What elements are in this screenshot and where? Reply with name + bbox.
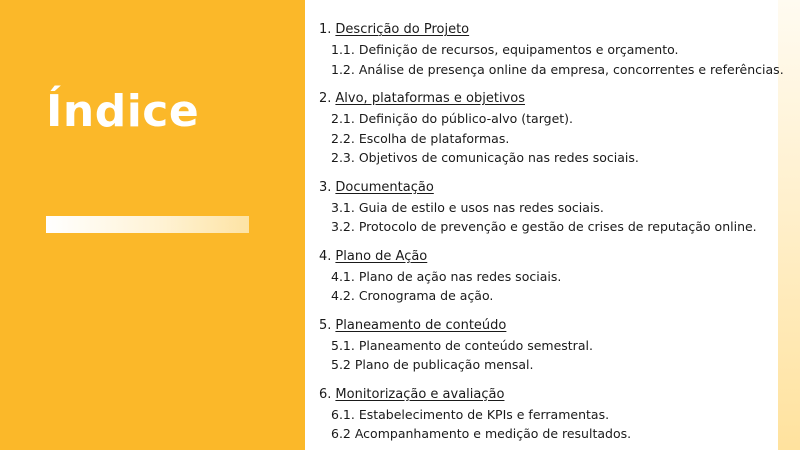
toc-section-number: 2. xyxy=(319,91,332,106)
toc-section-title[interactable]: Planeamento de conteúdo xyxy=(335,317,507,333)
toc-section-title[interactable]: Descrição do Projeto xyxy=(335,22,470,37)
toc-section xyxy=(319,22,784,79)
toc-subitem: 2.1. Definição do público-alvo (target). xyxy=(331,111,574,126)
toc-section-heading xyxy=(319,318,777,334)
toc-section-title[interactable]: Monitorização e avaliação xyxy=(335,386,505,402)
toc-section xyxy=(319,318,777,375)
page-title: Índice xyxy=(46,86,200,137)
toc-subitem: 5.2 Plano de publicação mensal. xyxy=(331,357,534,372)
toc-subitem: 4.2. Cronograma de ação. xyxy=(331,288,494,303)
toc-section-heading xyxy=(319,249,777,265)
title-underline-bar xyxy=(46,216,249,233)
toc-section-heading xyxy=(319,91,777,107)
toc-section-title[interactable]: Alvo, plataformas e objetivos xyxy=(335,91,525,106)
toc-subitem: 2.3. Objetivos de comunicação nas redes sociais. xyxy=(331,150,639,165)
toc-subitem: 1.1. Definição de recursos, equipamentos e orçamento. xyxy=(331,42,679,57)
toc-section-heading xyxy=(319,22,777,38)
toc-section-number: 4. xyxy=(319,248,332,264)
toc-section-number: 5. xyxy=(319,317,332,333)
toc-section xyxy=(319,249,777,306)
toc-subitem: 5.1. Planeamento de conteúdo semestral. xyxy=(331,337,593,353)
toc-section-number: 1. xyxy=(319,22,332,37)
toc-section xyxy=(319,387,777,444)
toc-subitem: 1.2. Análise de presença online da empresa, concorrentes e referências. xyxy=(331,61,784,77)
toc-section-heading xyxy=(319,180,777,196)
toc-section-title[interactable]: Documentação xyxy=(335,179,434,195)
toc-section-number: 3. xyxy=(319,179,332,195)
toc-subitem: 3.1. Guia de estilo e usos nas redes sociais. xyxy=(331,199,604,215)
toc-subitem: 4.1. Plano de ação nas redes sociais. xyxy=(331,268,562,284)
toc-section-title[interactable]: Plano de Ação xyxy=(335,248,428,264)
toc-subitem: 3.2. Protocolo de prevenção e gestão de crises de reputação online. xyxy=(331,219,757,234)
toc-section xyxy=(319,91,777,168)
title-panel xyxy=(0,0,305,450)
toc-subitem: 6.2 Acompanhamento e medição de resultados. xyxy=(331,426,632,441)
toc-section-heading xyxy=(319,387,777,403)
table-of-contents xyxy=(319,22,784,450)
toc-section xyxy=(319,180,777,237)
toc-section-number: 6. xyxy=(319,386,332,402)
toc-subitem: 6.1. Estabelecimento de KPIs e ferramentas. xyxy=(331,406,610,422)
toc-subitem: 2.2. Escolha de plataformas. xyxy=(331,130,510,146)
